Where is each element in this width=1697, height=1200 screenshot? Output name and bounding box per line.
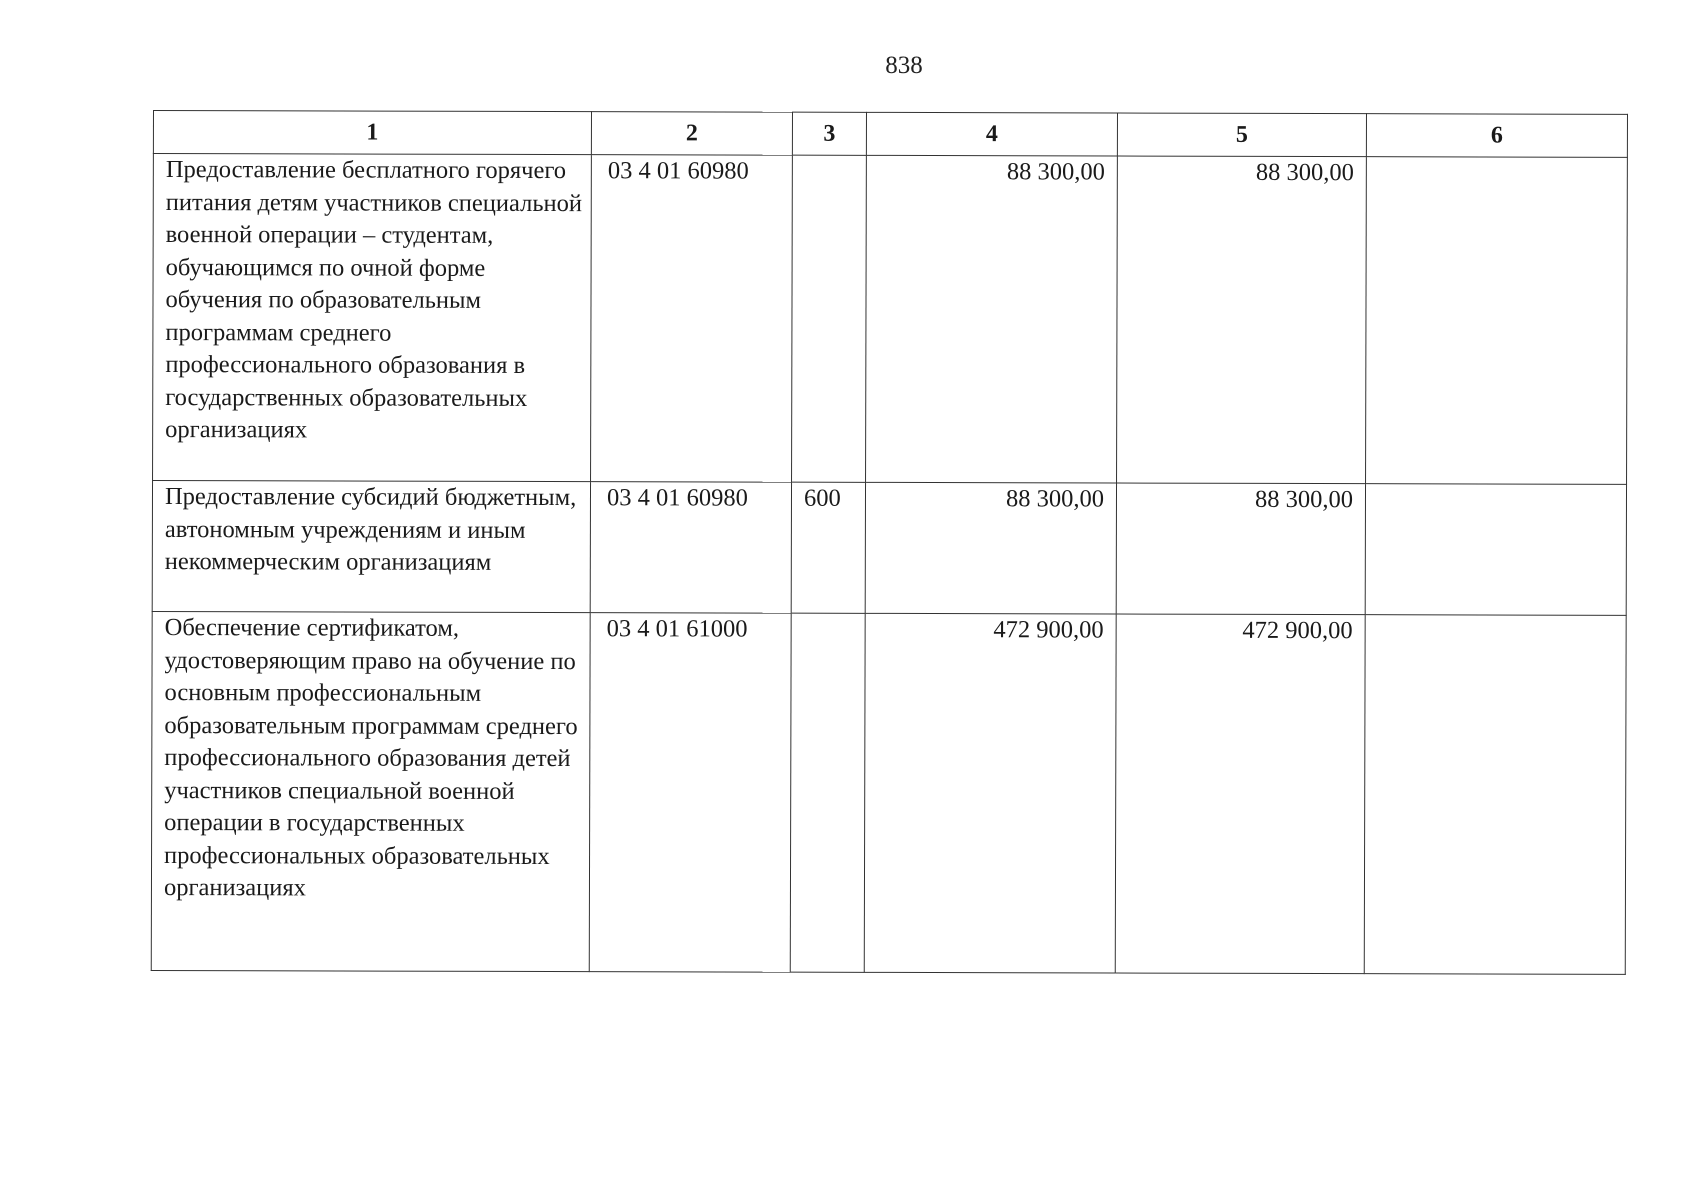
row-code-cell: 03 4 01 60980 xyxy=(591,155,793,483)
row-amount-col6-cell xyxy=(1365,484,1626,616)
table-header-row xyxy=(153,111,1627,158)
page-number: 838 xyxy=(885,52,923,79)
row-amount-col4-cell: 88 300,00 xyxy=(865,482,1116,614)
column-header-1: 1 xyxy=(153,111,591,155)
row-code-cell: 03 4 01 60980 xyxy=(590,482,791,614)
row-name-cell: Обеспечение сертификатом, удостоверяющим право на обучение по основным профессиональным образовательным программам среднего профессионального образования детей участников специальной военной операции в государственных профессиональных образовательных организациях xyxy=(151,611,590,971)
column-header-5: 5 xyxy=(1117,113,1366,157)
row-expense-type-cell xyxy=(790,613,865,972)
table-row xyxy=(153,154,1628,485)
row-amount-col4-cell: 88 300,00 xyxy=(866,155,1118,483)
row-expense-type-cell xyxy=(792,155,867,482)
row-name-cell: Предоставление бесплатного горячего питания детям участников специальной военной операции – студентам, обучающимся по очной форме обучения по образовательным программам среднего профессионального образования в государственных образовательных организациях xyxy=(153,154,592,482)
row-amount-col6-cell xyxy=(1364,615,1626,975)
column-header-4: 4 xyxy=(866,112,1117,156)
table-row xyxy=(151,611,1626,974)
row-code-cell: 03 4 01 61000 xyxy=(589,613,791,973)
column-header-6: 6 xyxy=(1366,114,1627,158)
table-row xyxy=(152,481,1626,616)
column-header-3: 3 xyxy=(792,112,866,155)
budget-table xyxy=(151,110,1628,975)
row-name-cell: Предоставление субсидий бюджетным, автономным учреждениям и иным некоммерческим организациям xyxy=(152,481,590,613)
column-header-2: 2 xyxy=(591,112,792,156)
row-amount-col5-cell: 88 300,00 xyxy=(1117,156,1367,484)
row-amount-col6-cell xyxy=(1366,157,1628,485)
row-amount-col5-cell: 472 900,00 xyxy=(1115,614,1365,974)
row-amount-col5-cell: 88 300,00 xyxy=(1116,483,1365,615)
row-amount-col4-cell: 472 900,00 xyxy=(864,613,1116,973)
row-expense-type-cell: 600 xyxy=(791,482,865,613)
